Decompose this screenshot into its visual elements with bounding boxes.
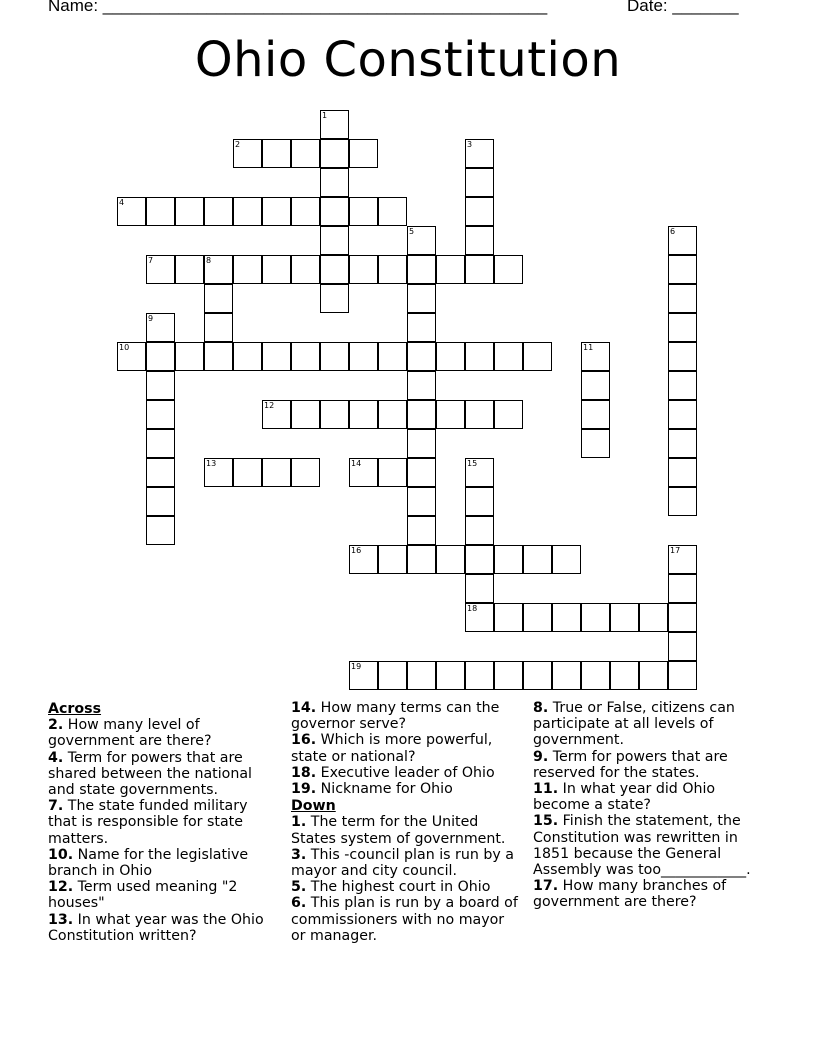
clue-item-text: This plan is run by a board of commissioners with no mayor or manager. [291,895,518,944]
clue-number: 9 [148,314,154,323]
grid-cell[interactable] [436,661,465,690]
grid-cell[interactable] [349,139,378,168]
grid-cell[interactable] [291,458,320,487]
grid-cell[interactable] [378,197,407,226]
grid-cell[interactable] [349,342,378,371]
grid-cell[interactable] [639,603,668,632]
grid-cell[interactable] [291,342,320,371]
grid-cell[interactable] [320,139,349,168]
clue-item-number: 13. [48,911,74,928]
name-line: Name: _______________________________________________ [48,0,548,15]
clue-item [291,765,523,781]
grid-cell[interactable] [378,342,407,371]
grid-cell[interactable] [320,342,349,371]
grid-cell[interactable] [610,603,639,632]
clue-item-number: 16. [291,732,317,749]
grid-cell[interactable] [378,400,407,429]
clue-item-number: 6. [291,895,307,912]
grid-cell[interactable] [668,313,697,342]
grid-cell[interactable] [291,139,320,168]
clue-item-number: 9. [533,748,549,765]
clue-item-number: 8. [533,700,549,716]
clue-item [48,879,280,911]
grid-cell[interactable] [581,371,610,400]
clue-item [533,781,765,813]
across-clue-list [48,717,280,944]
clues-column-2 [291,700,523,944]
grid-cell[interactable] [407,342,436,371]
grid-cell[interactable] [233,342,262,371]
down-heading: Down [291,798,336,815]
clue-item-text: Which is more powerful, state or national? [291,732,493,765]
clue-item-text: How many level of government are there? [48,717,212,750]
grid-cell[interactable] [146,487,175,516]
grid-cell[interactable] [262,458,291,487]
grid-cell[interactable] [668,458,697,487]
grid-cell[interactable] [639,661,668,690]
grid-cell[interactable] [465,400,494,429]
grid-cell[interactable] [233,197,262,226]
clue-item-number: 18. [291,764,317,781]
clue-number: 1 [322,111,328,120]
clue-number: 6 [670,227,676,236]
grid-cell[interactable] [465,661,494,690]
clue-number: 12 [264,401,275,410]
clue-item-text: Name for the legislative branch in Ohio [48,846,249,880]
clues-column-3 [533,700,765,911]
clue-item-number: 2. [48,717,64,734]
grid-cell[interactable] [175,342,204,371]
grid-cell[interactable] [494,400,523,429]
grid-cell[interactable] [407,429,436,458]
grid-cell[interactable] [291,400,320,429]
grid-cell[interactable] [465,516,494,545]
grid-cell[interactable] [465,545,494,574]
clue-number: 3 [467,140,473,149]
grid-cell[interactable] [320,284,349,313]
clue-item-number: 11. [533,781,559,798]
grid-cell[interactable] [465,255,494,284]
grid-cell[interactable] [610,661,639,690]
down-clue-list [291,814,523,944]
grid-cell[interactable] [552,545,581,574]
grid-cell[interactable] [175,255,204,284]
grid-cell[interactable] [146,429,175,458]
clue-item [48,750,280,799]
grid-cell[interactable] [407,400,436,429]
grid-cell[interactable] [668,284,697,313]
grid-cell[interactable] [668,603,697,632]
grid-cell[interactable] [204,284,233,313]
clue-item-text: The highest court in Ohio [306,879,491,896]
grid-cell[interactable] [291,197,320,226]
grid-cell[interactable] [494,603,523,632]
grid-cell[interactable] [349,255,378,284]
grid-cell[interactable] [262,342,291,371]
clue-item [291,847,523,879]
clue-number: 4 [119,198,125,207]
grid-cell[interactable] [291,255,320,284]
clue-number: 8 [206,256,212,265]
clue-item [291,700,523,732]
grid-cell[interactable] [378,661,407,690]
grid-cell[interactable] [407,661,436,690]
grid-cell[interactable] [465,574,494,603]
grid-cell[interactable] [552,661,581,690]
grid-cell[interactable] [436,255,465,284]
clue-item-number: 7. [48,798,64,815]
clue-item-number: 1. [291,814,307,831]
clue-number: 11 [583,343,594,352]
grid-cell[interactable] [668,632,697,661]
grid-cell[interactable] [523,661,552,690]
clue-item [48,798,280,847]
grid-cell[interactable] [494,342,523,371]
grid-cell[interactable] [407,371,436,400]
grid-cell[interactable] [581,429,610,458]
grid-cell[interactable] [494,661,523,690]
grid-cell[interactable] [465,226,494,255]
grid-cell[interactable] [378,545,407,574]
grid-cell[interactable] [494,545,523,574]
grid-cell[interactable] [407,516,436,545]
grid-cell[interactable] [320,168,349,197]
grid-cell[interactable] [146,197,175,226]
clue-number: 5 [409,227,415,236]
clue-number: 13 [206,459,217,468]
grid-cell[interactable] [262,255,291,284]
grid-cell[interactable] [552,603,581,632]
clue-item-text: This -council plan is run by a mayor and city council. [291,846,514,880]
clue-item [291,814,523,846]
grid-cell[interactable] [146,400,175,429]
clue-item-number: 17. [533,878,559,895]
date-line: Date: _______ [627,0,739,15]
grid-cell[interactable] [465,342,494,371]
grid-cell[interactable] [146,371,175,400]
clues-column-1 [48,700,280,944]
clue-item-number: 15. [533,813,559,830]
grid-cell[interactable] [668,342,697,371]
clue-item-text: True or False, citizens can participate at all levels of government. [533,700,735,749]
grid-cell[interactable] [581,603,610,632]
grid-cell[interactable] [668,574,697,603]
clue-number: 2 [235,140,241,149]
clue-item-text: The term for the United States system of government. [291,814,506,847]
grid-cell[interactable] [204,197,233,226]
clue-number: 17 [670,546,681,555]
grid-cell[interactable] [407,255,436,284]
grid-cell[interactable] [523,545,552,574]
clue-item [291,732,523,764]
clue-item [48,847,280,879]
clue-item-text: Term for powers that are reserved for the states. [533,748,728,781]
clue-item-number: 5. [291,879,307,896]
clue-item-text: The state funded military that is responsible for state matters. [48,798,248,847]
grid-cell[interactable] [465,197,494,226]
clue-item-text: Term for powers that are shared between the national and state governments. [48,749,252,799]
clue-item-text: Nickname for Ohio [316,781,453,798]
clue-number: 7 [148,256,154,265]
grid-cell[interactable] [668,429,697,458]
clue-item-number: 14. [291,700,317,716]
clue-item-text: Finish the statement, the Constitution was rewritten in 1851 because the General Assembly was too____________. [533,813,751,879]
grid-cell[interactable] [668,255,697,284]
grid-cell[interactable] [262,197,291,226]
grid-cell[interactable] [233,255,262,284]
clue-item [533,749,765,781]
grid-cell[interactable] [668,661,697,690]
down-clue-list-cont [533,700,765,911]
grid-cell[interactable] [581,400,610,429]
grid-cell[interactable] [668,371,697,400]
grid-cell[interactable] [378,255,407,284]
grid-cell[interactable] [668,487,697,516]
clue-item [533,878,765,910]
across-clue-list-cont [291,700,523,797]
clue-number: 14 [351,459,362,468]
grid-cell[interactable] [204,313,233,342]
grid-cell[interactable] [320,226,349,255]
grid-cell[interactable] [320,197,349,226]
clue-number: 16 [351,546,362,555]
grid-cell[interactable] [233,458,262,487]
clue-item-number: 10. [48,846,74,863]
grid-cell[interactable] [668,400,697,429]
clue-number: 19 [351,662,362,671]
clue-number: 18 [467,604,478,613]
grid-cell[interactable] [146,458,175,487]
clue-item-text: How many terms can the governor serve? [291,700,500,733]
clue-item-number: 3. [291,846,307,863]
clue-item-text: In what year was the Ohio Constitution written? [48,911,264,944]
grid-cell[interactable] [523,342,552,371]
puzzle-title: Ohio Constitution [194,32,622,88]
grid-cell[interactable] [378,458,407,487]
grid-cell[interactable] [407,313,436,342]
grid-cell[interactable] [262,139,291,168]
clue-item [533,700,765,749]
clue-item-number: 19. [291,781,317,798]
grid-cell[interactable] [175,197,204,226]
clue-item-number: 12. [48,879,74,896]
grid-cell[interactable] [407,545,436,574]
grid-cell[interactable] [204,342,233,371]
grid-cell[interactable] [494,255,523,284]
grid-cell[interactable] [349,400,378,429]
grid-cell[interactable] [349,197,378,226]
grid-cell[interactable] [465,487,494,516]
clue-item [291,895,523,944]
clue-item-text: Executive leader of Ohio [316,764,495,781]
clue-item-text: Term used meaning "2 houses" [48,879,238,912]
grid-cell[interactable] [320,255,349,284]
grid-cell[interactable] [320,400,349,429]
clue-item [291,879,523,895]
clue-item [48,912,280,944]
grid-cell[interactable] [407,458,436,487]
grid-cell[interactable] [407,487,436,516]
clue-number: 15 [467,459,478,468]
grid-cell[interactable] [436,342,465,371]
grid-cell[interactable] [436,545,465,574]
grid-cell[interactable] [523,603,552,632]
grid-cell[interactable] [436,400,465,429]
clue-item-number: 4. [48,749,64,766]
grid-cell[interactable] [146,342,175,371]
clue-item-text: How many branches of government are there? [533,878,727,911]
across-heading: Across [48,701,102,717]
grid-cell[interactable] [581,661,610,690]
clue-item [533,813,765,878]
clue-item [291,781,523,797]
grid-cell[interactable] [465,168,494,197]
grid-cell[interactable] [146,516,175,545]
clue-item [48,717,280,749]
grid-cell[interactable] [407,284,436,313]
clue-number: 10 [119,343,130,352]
clue-item-text: In what year did Ohio become a state? [533,781,716,814]
